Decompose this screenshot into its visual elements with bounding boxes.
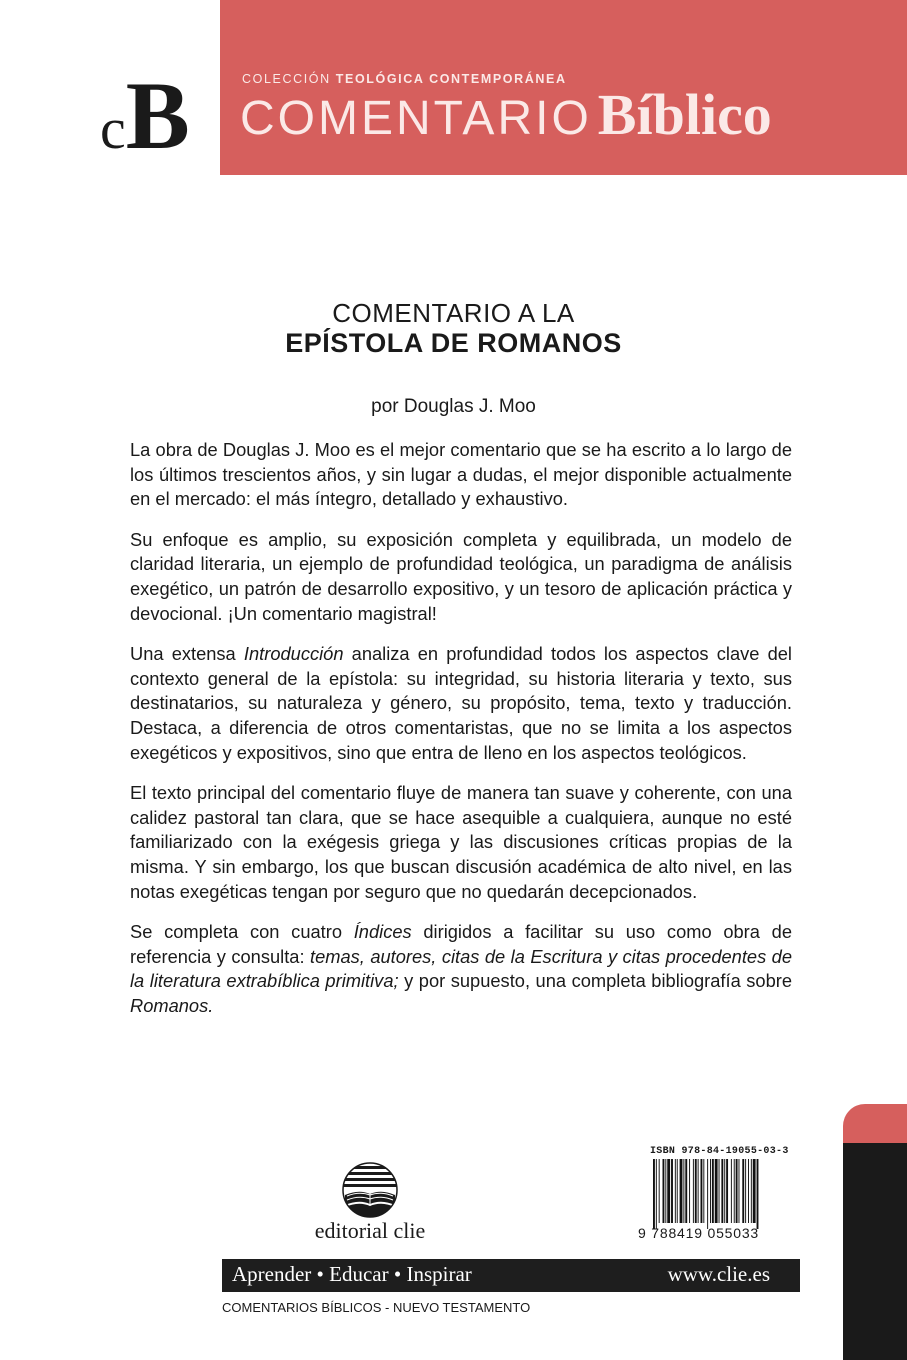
p5-italic-2: temas, autores, citas de la Escritura y citas procedentes de la literatura extrabíblica primitiva; [130, 945, 792, 992]
barcode-icon [651, 1159, 787, 1229]
motto: Aprender • Educar • Inspirar [232, 1262, 472, 1286]
website-link[interactable]: www.clie.es [667, 1262, 770, 1286]
p3-text-a: Una extensa [130, 643, 236, 665]
series-bold: TEOLÓGICA CONTEMPORÁNEA [335, 72, 567, 86]
isbn-label: ISBN 978-84-19055-03-3 [650, 1146, 789, 1157]
p5-text-b: dirigidos a facilitar su uso como obra de referencia y consulta: [130, 921, 792, 967]
paragraph-1: La obra de Douglas J. Moo es el mejor comentario que se ha escrito a lo largo de los últimos trescientos años, y sin lugar a dudas, el mejor disponible actualmente en el mercado: el más íntegro, detallado y exhaustivo. [130, 439, 792, 510]
series-title-part2: Bíblico [597, 82, 772, 147]
paragraph-4: El texto principal del comentario fluye de manera tan suave y coherente, con una calidez pastoral tan clara, que se hace asequible a cualquiera, aunque no esté familiarizado con la exégesis griega y las discusiones críticas propias de la misma. Y sin embargo, los que buscan discusión académica de alto nivel, en las notas exegéticas tengan por seguro que no quedarán decepcionados. [130, 782, 792, 902]
paragraph-2: Su enfoque es amplio, su exposición completa y equilibrada, un modelo de claridad literaria, un ejemplo de profundidad teológica, un paradigma de análisis exegético, un patrón de desarrollo expositivo, y un tesoro de aplicación práctica y devocional. ¡Un comentario magistral! [130, 528, 792, 624]
book-title-line2: EPÍSTOLA DE ROMANOS [285, 328, 622, 358]
header-band [220, 0, 907, 175]
p5-italic-3: Romanos. [130, 994, 214, 1016]
spine-tab-black [843, 1143, 907, 1360]
book-title-line1: COMENTARIO A LA [332, 298, 575, 328]
series-title-part1: COMENTARIO [240, 92, 592, 145]
p3-text-b: analiza en profundidad todos los aspectos clave del contexto general de la epístola: su integridad, su historia literaria y texto, sus destinatarios, su naturaleza y género, su propósito, tema, texto y traducción. Destaca, a diferencia de otros comentaristas, que no se limita a los aspectos exegéticos y expositivos, sino que entra de lleno en los aspectos teológicos. [130, 643, 792, 763]
cb-logo [100, 62, 190, 169]
p5-text-a: Se completa con cuatro [130, 921, 342, 943]
paragraph-3 [130, 642, 792, 765]
back-cover-description [130, 438, 792, 1034]
p3-italic: Introducción [243, 643, 344, 665]
collection-footer: COMENTARIOS BÍBLICOS - NUEVO TESTAMENTO [222, 1300, 531, 1315]
publisher-name: editorial clie [314, 1218, 426, 1243]
series-prefix: COLECCIÓN [242, 72, 331, 86]
footer-bar [222, 1259, 800, 1292]
series-line [242, 72, 567, 86]
series-title [240, 82, 772, 147]
logo-small-c: c [100, 96, 126, 161]
logo-big-b: B [125, 62, 190, 169]
barcode-number: 9 788419 055033 [638, 1225, 759, 1241]
author-line: por Douglas J. Moo [371, 396, 536, 417]
p5-text-c: y por supuesto, una completa bibliografía sobre [404, 970, 792, 992]
p5-italic-1: Índices [353, 921, 412, 943]
paragraph-5 [130, 920, 792, 1018]
spine-tab-red [843, 1104, 907, 1148]
open-book-globe-icon [341, 1161, 399, 1219]
